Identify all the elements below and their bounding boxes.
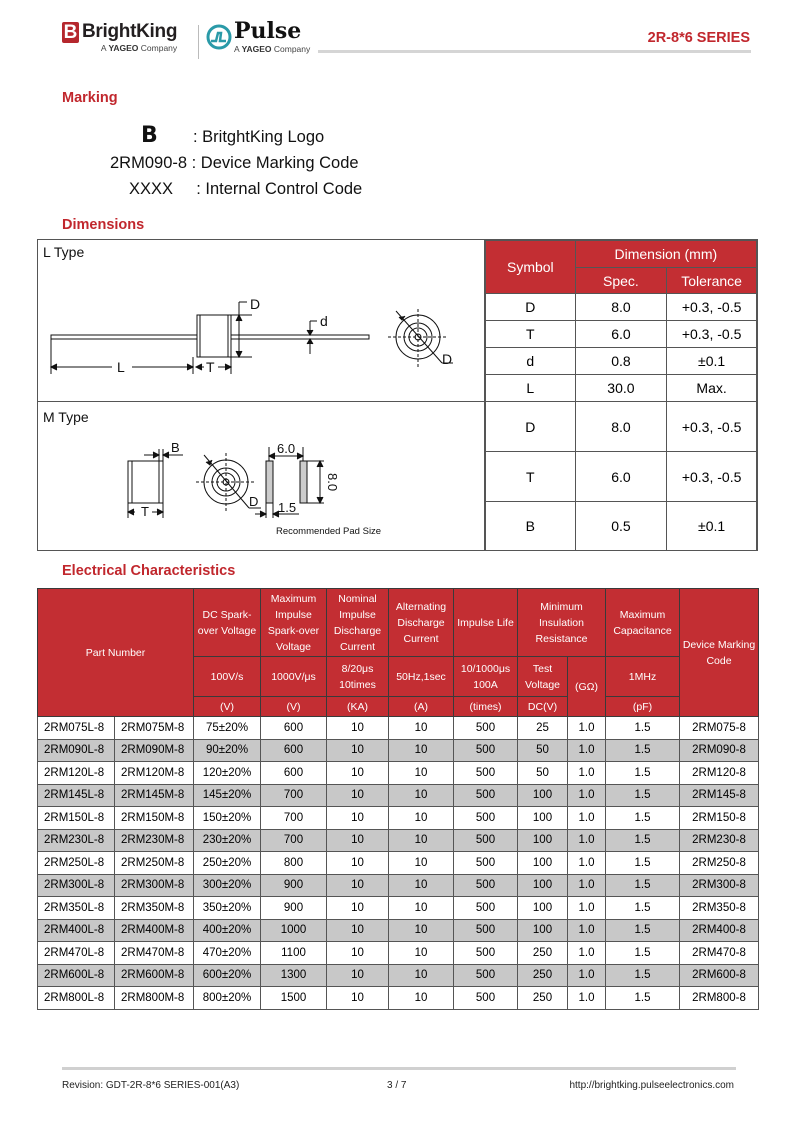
table-row (38, 784, 759, 807)
table-row (38, 829, 759, 852)
cell-test: 100 (518, 874, 568, 897)
cell-dc: 300±20% (194, 874, 261, 897)
cell-dc: 470±20% (194, 942, 261, 965)
capacitance-header: Maximum Capacitance (606, 589, 680, 657)
cell-test: 50 (518, 739, 568, 762)
table-row (38, 717, 759, 740)
cell-test: 100 (518, 897, 568, 920)
dimension-header: Dimension (mm) (575, 241, 756, 268)
svg-text:6.0: 6.0 (277, 441, 296, 456)
cell-ir: 1.0 (568, 919, 606, 942)
cell-imp: 1000 (261, 919, 327, 942)
table-row (38, 739, 759, 762)
impulse-life-header: Impulse Life (454, 589, 518, 657)
part-number-header: Part Number (38, 589, 194, 717)
pulse-swirl-icon (206, 24, 232, 50)
cell-code: 2RM230-8 (680, 829, 759, 852)
cell-life: 500 (454, 852, 518, 875)
cell-code: 2RM800-8 (680, 987, 759, 1010)
cell-code: 2RM120-8 (680, 762, 759, 785)
svg-text:T: T (141, 504, 149, 519)
cell-m: 2RM150M-8 (115, 807, 194, 830)
cell-nom: 10 (327, 829, 389, 852)
footer-revision: Revision: GDT-2R-8*6 SERIES-001(A3) (62, 1080, 240, 1091)
cell-life: 500 (454, 717, 518, 740)
brightking-logo (62, 22, 177, 53)
marking-code-desc: : Device Marking Code (191, 154, 359, 172)
cell-l: 2RM120L-8 (38, 762, 115, 785)
cell-cap: 1.5 (606, 807, 680, 830)
cell-cap: 1.5 (606, 942, 680, 965)
svg-text:D: D (249, 494, 259, 509)
cell-imp: 700 (261, 807, 327, 830)
cell-imp: 700 (261, 829, 327, 852)
svg-text:L: L (117, 359, 125, 375)
cell-code: 2RM250-8 (680, 852, 759, 875)
cell-cap: 1.5 (606, 784, 680, 807)
cell-l: 2RM470L-8 (38, 942, 115, 965)
cell-code: 2RM145-8 (680, 784, 759, 807)
svg-text:8.0: 8.0 (325, 473, 340, 492)
pulse-name: Pulse (234, 18, 302, 44)
dim-row-m-D: D 8.0 +0.3, -0.5 (486, 402, 757, 452)
dimension-table (485, 240, 757, 551)
cell-life: 500 (454, 784, 518, 807)
table-row (38, 762, 759, 785)
cell-cap: 1.5 (606, 987, 680, 1010)
cell-ac: 10 (389, 897, 454, 920)
cell-l: 2RM250L-8 (38, 852, 115, 875)
cell-cap: 1.5 (606, 897, 680, 920)
cell-imp: 600 (261, 739, 327, 762)
cell-ir: 1.0 (568, 807, 606, 830)
cell-ac: 10 (389, 829, 454, 852)
cell-nom: 10 (327, 874, 389, 897)
brightking-name: BrightKing (82, 21, 178, 42)
brightking-mark-icon: B (63, 22, 78, 43)
cell-imp: 600 (261, 762, 327, 785)
spec-header: Spec. (575, 268, 667, 294)
internal-code: XXXX (129, 180, 174, 198)
cell-imp: 1100 (261, 942, 327, 965)
cell-nom: 10 (327, 807, 389, 830)
cell-dc: 400±20% (194, 919, 261, 942)
cell-cap: 1.5 (606, 762, 680, 785)
cell-cap: 1.5 (606, 874, 680, 897)
cell-l: 2RM075L-8 (38, 717, 115, 740)
cell-dc: 600±20% (194, 964, 261, 987)
cell-nom: 10 (327, 987, 389, 1010)
cell-imp: 700 (261, 784, 327, 807)
cell-dc: 120±20% (194, 762, 261, 785)
cell-ir: 1.0 (568, 852, 606, 875)
cell-l: 2RM600L-8 (38, 964, 115, 987)
cell-life: 500 (454, 897, 518, 920)
cell-life: 500 (454, 807, 518, 830)
cell-dc: 350±20% (194, 897, 261, 920)
table-row (38, 919, 759, 942)
cell-code: 2RM300-8 (680, 874, 759, 897)
cell-life: 500 (454, 829, 518, 852)
cell-code: 2RM150-8 (680, 807, 759, 830)
cell-imp: 800 (261, 852, 327, 875)
svg-text:T: T (206, 359, 215, 375)
cell-cap: 1.5 (606, 717, 680, 740)
cell-ir: 1.0 (568, 942, 606, 965)
cell-m: 2RM230M-8 (115, 829, 194, 852)
brightking-subtitle: A YAGEO Company (100, 43, 178, 53)
logo-divider (198, 25, 199, 59)
table-row (38, 897, 759, 920)
dim-row-l-L: L 30.0 Max. (486, 375, 757, 402)
cell-test: 100 (518, 829, 568, 852)
cell-imp: 1500 (261, 987, 327, 1010)
cell-dc: 250±20% (194, 852, 261, 875)
cell-life: 500 (454, 987, 518, 1010)
cell-m: 2RM075M-8 (115, 717, 194, 740)
cell-test: 100 (518, 852, 568, 875)
cell-l: 2RM145L-8 (38, 784, 115, 807)
cell-life: 500 (454, 964, 518, 987)
cell-dc: 75±20% (194, 717, 261, 740)
cell-dc: 145±20% (194, 784, 261, 807)
electrical-title: Electrical Characteristics (62, 563, 236, 579)
dim-row-m-B: B 0.5 ±0.1 (486, 502, 757, 551)
dim-row-l-D: D 8.0 +0.3, -0.5 (486, 294, 757, 321)
cell-code: 2RM400-8 (680, 919, 759, 942)
cell-nom: 10 (327, 852, 389, 875)
tolerance-header: Tolerance (667, 268, 757, 294)
cell-cap: 1.5 (606, 852, 680, 875)
marking-logo-desc: : BritghtKing Logo (193, 128, 325, 146)
brightking-logo-icon: B (141, 123, 158, 148)
cell-dc: 90±20% (194, 739, 261, 762)
dim-row-l-T: T 6.0 +0.3, -0.5 (486, 321, 757, 348)
internal-code-desc: : Internal Control Code (196, 180, 363, 198)
cell-ir: 1.0 (568, 987, 606, 1010)
cell-m: 2RM470M-8 (115, 942, 194, 965)
cell-nom: 10 (327, 762, 389, 785)
cell-ir: 1.0 (568, 762, 606, 785)
dimensions-title: Dimensions (62, 217, 145, 233)
marking-code-header: Device Marking Code (680, 589, 759, 717)
cell-nom: 10 (327, 717, 389, 740)
insulation-header: Minimum Insulation Resistance (518, 589, 606, 657)
svg-text:D: D (250, 296, 261, 312)
cell-nom: 10 (327, 964, 389, 987)
cell-cap: 1.5 (606, 739, 680, 762)
footer-rule (62, 1067, 736, 1070)
cell-l: 2RM800L-8 (38, 987, 115, 1010)
cell-ir: 1.0 (568, 784, 606, 807)
m-type-diagram (37, 401, 484, 551)
cell-l: 2RM230L-8 (38, 829, 115, 852)
svg-text:D: D (442, 351, 453, 367)
marking-logo-symbol (141, 123, 158, 148)
marking-title: Marking (62, 90, 118, 106)
marking-code-row (110, 154, 359, 173)
l-type-label: L Type (43, 244, 85, 260)
cell-cap: 1.5 (606, 919, 680, 942)
cell-imp: 600 (261, 717, 327, 740)
cell-dc: 230±20% (194, 829, 261, 852)
cell-ac: 10 (389, 987, 454, 1010)
cell-ir: 1.0 (568, 897, 606, 920)
cell-test: 50 (518, 762, 568, 785)
cell-ir: 1.0 (568, 874, 606, 897)
cell-cap: 1.5 (606, 964, 680, 987)
marking-internal-row (129, 180, 362, 199)
cell-m: 2RM090M-8 (115, 739, 194, 762)
table-row (38, 807, 759, 830)
cell-m: 2RM145M-8 (115, 784, 194, 807)
cell-test: 250 (518, 964, 568, 987)
electrical-table: Part Number DC Spark-over Voltage Maximum Impulse Spark-over Voltage Nominal Impulse Discharge Current Alternating Discharge Current Impulse Life Minimum Insulation Resistance Maximum Capacitance Device Marking Code 100V/s 1000V/μs 8/20μs 10times 50Hz,1sec 10/1000μs 100A Test Voltage (GΩ) 1MHz (V) (V) (KA) (A) (times) DC(V) (pF) 2RM075L-8 2RM075M-8 75±20% 600 10 10 500 25 1.0 1.5 2RM075-8 2RM090L-8 2RM090M-8 90±20% 600 10 10 500 50 1.0 1.5 2RM090-8 2RM120L-8 2RM120M-8 120±20% 600 10 10 500 50 1.0 1.5 2RM120-8 2RM145L-8 2RM145M-8 145±20% 700 10 10 500 100 1.0 1.5 2RM145-8 2RM150L-8 2RM150M-8 150±20% 700 10 10 500 100 1.0 1.5 2RM150-8 2RM230L-8 2RM230M-8 230±20% 700 10 10 500 100 1.0 1.5 2RM230-8 2RM250L-8 2RM250M-8 250±20% 800 10 10 500 100 1.0 1.5 2RM250-8 2RM300L-8 2RM300M-8 300±20% 900 10 10 500 100 1.0 1.5 2RM300-8 2RM350L-8 2RM350M-8 350±20% 900 10 10 500 100 1.0 1.5 2RM350-8 2RM400L-8 2RM400M-8 400±20% 1000 10 10 500 100 1.0 1.5 2RM400-8 2RM470L-8 2RM470M-8 470±20% 1100 10 10 500 250 1.0 1.5 2RM470-8 2RM600L-8 2RM600M-8 600±20% 1300 10 10 500 250 1.0 1.5 2RM600-8 2RM800L-8 2RM800M-8 800±20% 1500 10 10 500 250 1.0 1.5 2RM800-8 (37, 588, 759, 1010)
symbol-header: Symbol (486, 241, 576, 294)
cell-ac: 10 (389, 739, 454, 762)
cell-ac: 10 (389, 874, 454, 897)
l-type-diagram (37, 239, 484, 401)
impulse-sparkover-header: Maximum Impulse Spark-over Voltage (261, 589, 327, 657)
cell-life: 500 (454, 874, 518, 897)
table-row (38, 964, 759, 987)
cell-ac: 10 (389, 784, 454, 807)
cell-dc: 150±20% (194, 807, 261, 830)
svg-text:1.5: 1.5 (278, 500, 297, 515)
cell-ir: 1.0 (568, 717, 606, 740)
cell-test: 25 (518, 717, 568, 740)
pulse-subtitle: A YAGEO Company (234, 44, 311, 54)
cell-l: 2RM090L-8 (38, 739, 115, 762)
cell-ir: 1.0 (568, 739, 606, 762)
cell-code: 2RM600-8 (680, 964, 759, 987)
dim-row-l-d: d 0.8 ±0.1 (486, 348, 757, 375)
cell-ac: 10 (389, 964, 454, 987)
footer-url[interactable]: http://brightking.pulseelectronics.com (569, 1080, 734, 1091)
cell-code: 2RM350-8 (680, 897, 759, 920)
cell-test: 100 (518, 919, 568, 942)
cell-l: 2RM300L-8 (38, 874, 115, 897)
ac-discharge-header: Alternating Discharge Current (389, 589, 454, 657)
cell-ir: 1.0 (568, 964, 606, 987)
cell-nom: 10 (327, 739, 389, 762)
table-row (38, 942, 759, 965)
cell-m: 2RM600M-8 (115, 964, 194, 987)
cell-code: 2RM470-8 (680, 942, 759, 965)
cell-m: 2RM250M-8 (115, 852, 194, 875)
cell-cap: 1.5 (606, 829, 680, 852)
cell-imp: 900 (261, 897, 327, 920)
table-row (38, 987, 759, 1010)
cell-life: 500 (454, 762, 518, 785)
cell-nom: 10 (327, 942, 389, 965)
cell-life: 500 (454, 942, 518, 965)
cell-ir: 1.0 (568, 829, 606, 852)
cell-ac: 10 (389, 852, 454, 875)
cell-l: 2RM150L-8 (38, 807, 115, 830)
cell-code: 2RM075-8 (680, 717, 759, 740)
nominal-discharge-header: Nominal Impulse Discharge Current (327, 589, 389, 657)
cell-m: 2RM400M-8 (115, 919, 194, 942)
dim-row-m-T: T 6.0 +0.3, -0.5 (486, 452, 757, 502)
header-rule (318, 50, 751, 53)
cell-m: 2RM120M-8 (115, 762, 194, 785)
table-row (38, 852, 759, 875)
cell-dc: 800±20% (194, 987, 261, 1010)
table-row (38, 874, 759, 897)
cell-l: 2RM400L-8 (38, 919, 115, 942)
cell-imp: 900 (261, 874, 327, 897)
pulse-logo (206, 20, 310, 54)
marking-code: 2RM090-8 (110, 154, 188, 172)
cell-nom: 10 (327, 784, 389, 807)
cell-test: 250 (518, 987, 568, 1010)
cell-ac: 10 (389, 717, 454, 740)
svg-text:Recommended Pad Size: Recommended Pad Size (276, 526, 382, 537)
svg-text:B: B (171, 440, 180, 455)
cell-test: 100 (518, 784, 568, 807)
cell-ac: 10 (389, 942, 454, 965)
m-type-label: M Type (43, 409, 89, 425)
cell-m: 2RM800M-8 (115, 987, 194, 1010)
cell-nom: 10 (327, 919, 389, 942)
cell-nom: 10 (327, 897, 389, 920)
cell-life: 500 (454, 919, 518, 942)
cell-m: 2RM300M-8 (115, 874, 194, 897)
cell-m: 2RM350M-8 (115, 897, 194, 920)
cell-l: 2RM350L-8 (38, 897, 115, 920)
cell-life: 500 (454, 739, 518, 762)
footer-page-number: 3 / 7 (387, 1080, 407, 1091)
cell-test: 100 (518, 807, 568, 830)
series-title: 2R-8*6 SERIES (647, 30, 750, 46)
cell-ac: 10 (389, 919, 454, 942)
svg-text:d: d (320, 313, 328, 329)
cell-code: 2RM090-8 (680, 739, 759, 762)
cell-imp: 1300 (261, 964, 327, 987)
cell-ac: 10 (389, 807, 454, 830)
dc-sparkover-header: DC Spark-over Voltage (194, 589, 261, 657)
cell-ac: 10 (389, 762, 454, 785)
cell-test: 250 (518, 942, 568, 965)
